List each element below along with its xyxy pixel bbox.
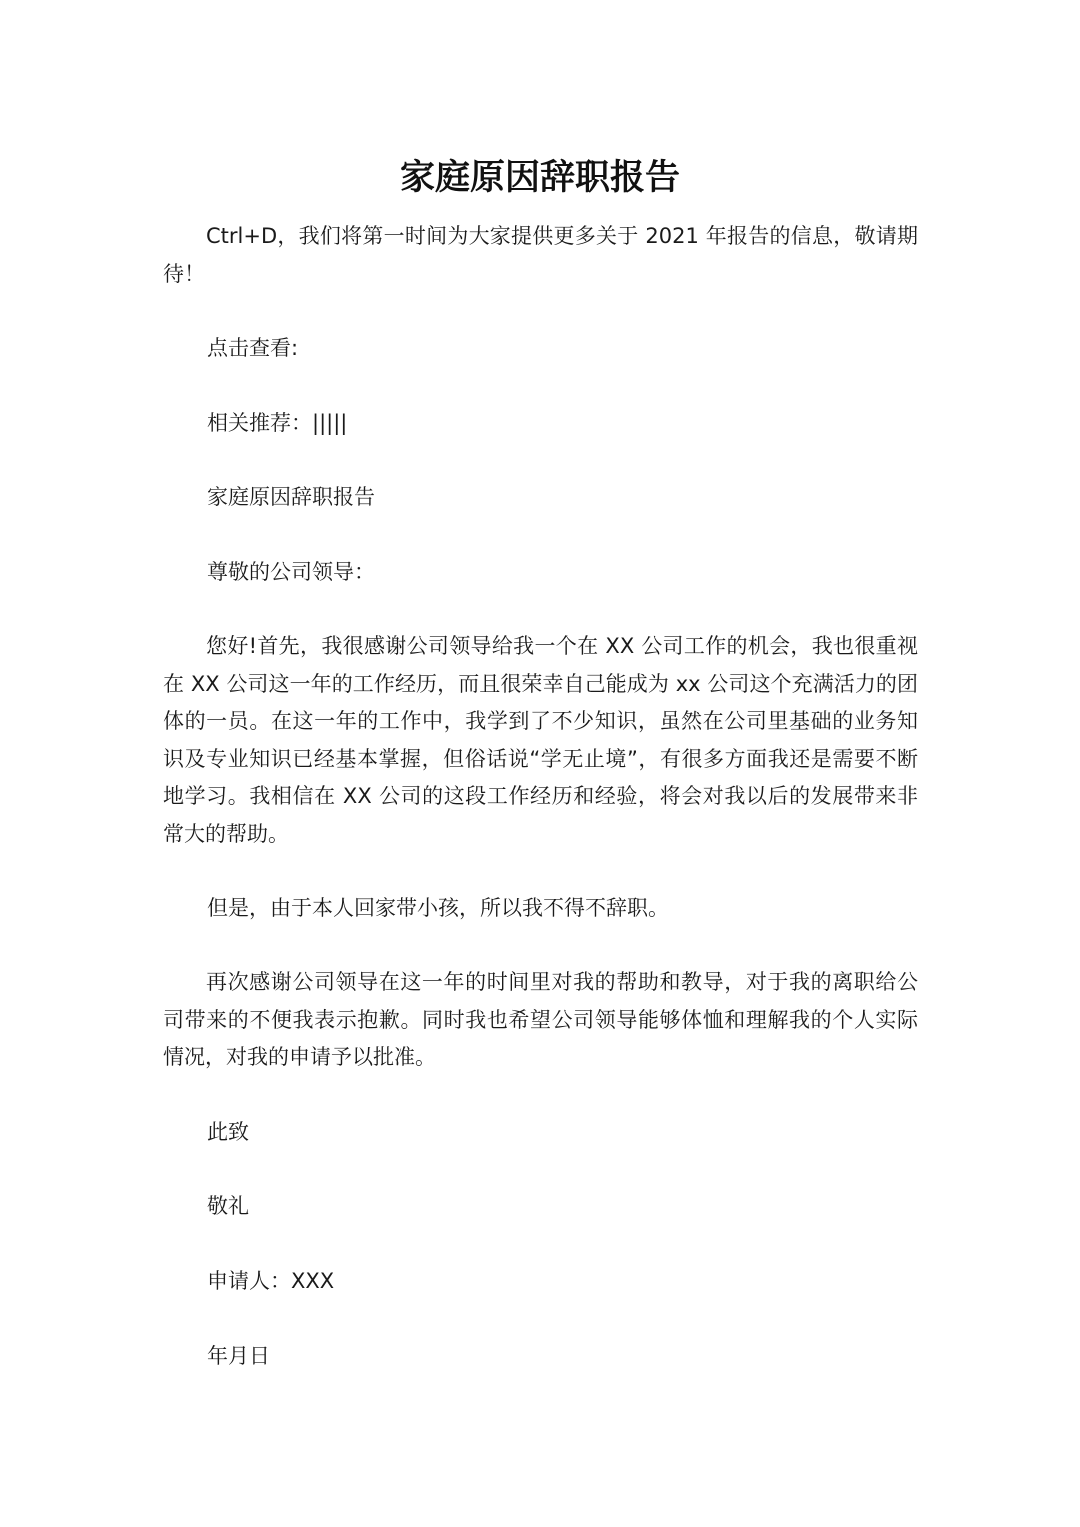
click-view-text: 点击查看: <box>207 336 299 360</box>
intro-paragraph: Ctrl+D，我们将第一时间为大家提供更多关于 2021 年报告的信息，敬请期待！ <box>163 224 918 286</box>
letter-heading: 家庭原因辞职报告 <box>207 485 375 509</box>
body-paragraph-1: 您好!首先，我很感谢公司领导给我一个在 XX 公司工作的机会，我也很重视在 XX 公司这一年的工作经历，而且很荣幸自己能成为 xx 公司这个充满活力的团体的一员。在这一年的工作中，我学到了不少知识，虽然在公司里基础的业务知识及专业知识已经基本掌握，但俗话说“学无止境”，有很多方面我还是需要不断地学习。我相信在 XX 公司的这段工作经历和经验，将会对我以后的发展带来非常大的帮助。 <box>163 634 918 846</box>
body-paragraph-3: 再次感谢公司领导在这一年的时间里对我的帮助和教导，对于我的离职给公司带来的不便我表示抱歉。同时我也希望公司领导能够体恤和理解我的个人实际情况，对我的申请予以批准。 <box>163 970 918 1069</box>
body-paragraph-2: 但是，由于本人回家带小孩，所以我不得不辞职。 <box>207 896 669 920</box>
salutation: 尊敬的公司领导： <box>207 560 375 584</box>
document-title: 家庭原因辞职报告 <box>399 158 680 198</box>
applicant-line: 申请人：XXX <box>207 1269 335 1293</box>
date-line: 年月日 <box>207 1344 270 1368</box>
closing-line-1: 此致 <box>207 1120 249 1144</box>
closing-line-2: 敬礼 <box>207 1194 249 1218</box>
related-recommend-text: 相关推荐：||||| <box>207 411 348 435</box>
